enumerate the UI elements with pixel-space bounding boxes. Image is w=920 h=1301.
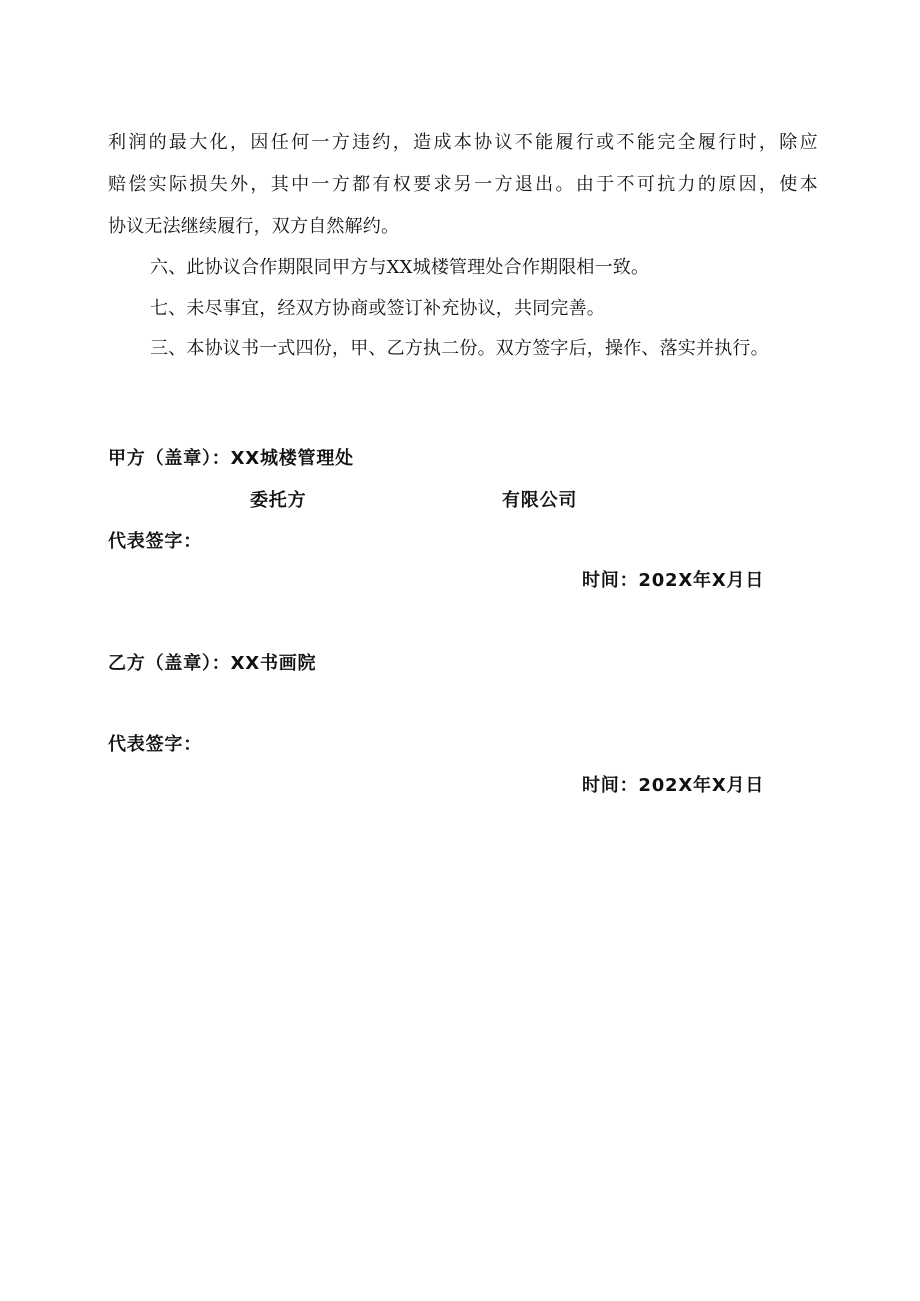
party-a-label: 甲方（盖章）：XX城楼管理处 [108, 448, 354, 469]
party-b-time: 时间：202X年X月日 [582, 775, 765, 796]
party-b-label: 乙方（盖章）：XX书画院 [108, 653, 317, 674]
clause-copies: 三、本协议书一式四份，甲、乙方执二份。双方签字后，操作、落实并执行。 [150, 338, 769, 359]
paragraph-line: 利润的最大化，因任何一方违约，造成本协议不能履行或不能完全履行时，除应 [108, 132, 818, 153]
company-label: 有限公司 [502, 490, 578, 511]
paragraph-line: 赔偿实际损失外，其中一方都有权要求另一方退出。由于不可抗力的原因，使本 [108, 174, 818, 195]
clause-six: 六、此协议合作期限同甲方与XX城楼管理处合作期限相一致。 [150, 257, 650, 278]
clause-seven: 七、未尽事宜，经双方协商或签订补充协议，共同完善。 [150, 298, 605, 319]
party-b-signature-label: 代表签字： [108, 734, 202, 755]
paragraph-line: 协议无法继续履行，双方自然解约。 [108, 216, 400, 237]
entrusting-party-label: 委托方 [250, 490, 307, 511]
party-a-time: 时间：202X年X月日 [582, 570, 765, 591]
party-a-signature-label: 代表签字： [108, 531, 202, 552]
